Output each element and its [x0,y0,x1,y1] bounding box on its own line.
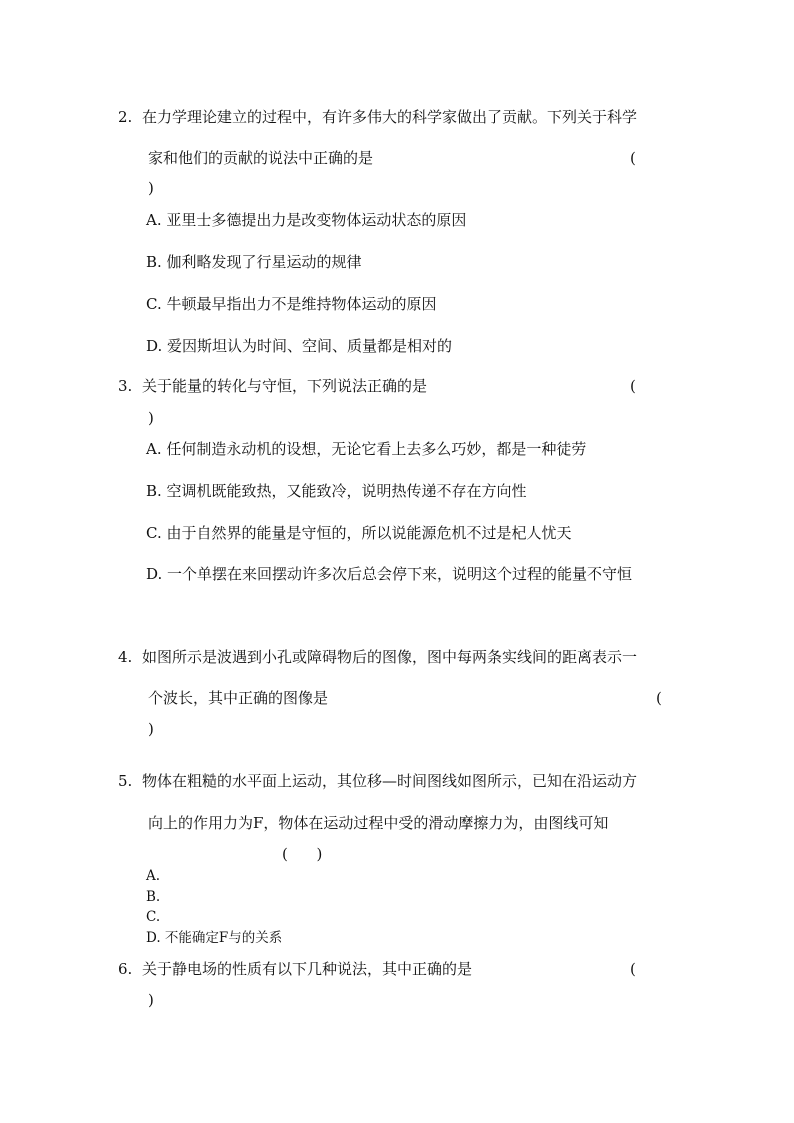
question-stem-line2: 个波长，其中正确的图像是 [148,689,329,707]
answer-paren-close: ) [148,409,154,427]
answer-paren-open: ( [630,377,636,395]
option-b: B. [146,889,161,905]
option-d: D. 爱因斯坦认为时间、空间、质量都是相对的 [146,337,453,355]
answer-paren-open: ( [656,689,662,707]
answer-paren-close: ) [148,991,154,1009]
question-number: 2. [118,108,133,126]
question-stem-line1: 关于能量的转化与守恒，下列说法正确的是 [142,377,428,395]
question-stem-line1: 物体在粗糙的水平面上运动，其位移—时间图线如图所示，已知在沿运动方 [142,772,638,790]
question-stem-line2: 向上的作用力为F，物体在运动过程中受的滑动摩擦力为，由图线可知 [148,814,609,832]
answer-parens: ( ) [282,845,323,863]
answer-paren-open: ( [630,960,636,978]
option-d: D. 不能确定F与的关系 [146,930,283,946]
question-number: 6. [118,960,133,978]
option-a: A. [146,868,161,884]
option-c: C. [146,909,161,925]
answer-paren-open: ( [630,149,636,167]
answer-paren-close: ) [148,179,154,197]
option-b: B. 空调机既能致热，又能致冷，说明热传递不存在方向性 [146,482,527,500]
question-stem-line1: 如图所示是波遇到小孔或障碍物后的图像，图中每两条实线间的距离表示一 [142,648,638,666]
option-d: D. 一个单摆在来回摆动许多次后总会停下来，说明这个过程的能量不守恒 [146,565,633,583]
question-stem-line2: 家和他们的贡献的说法中正确的是 [148,149,374,167]
question-number: 5. [118,772,133,790]
option-a: A. 任何制造永动机的设想，无论它看上去多么巧妙，都是一种徒劳 [146,440,587,458]
question-number: 4. [118,648,133,666]
question-number: 3. [118,377,133,395]
answer-paren-close: ) [148,720,154,738]
option-c: C. 牛顿最早指出力不是维持物体运动的原因 [146,295,437,313]
option-a: A. 亚里士多德提出力是改变物体运动状态的原因 [146,211,467,229]
option-c: C. 由于自然界的能量是守恒的，所以说能源危机不过是杞人忧天 [146,524,572,542]
option-b: B. 伽利略发现了行星运动的规律 [146,253,362,271]
question-stem-line1: 关于静电场的性质有以下几种说法，其中正确的是 [142,960,473,978]
question-stem-line1: 在力学理论建立的过程中，有许多伟大的科学家做出了贡献。下列关于科学 [142,108,638,126]
